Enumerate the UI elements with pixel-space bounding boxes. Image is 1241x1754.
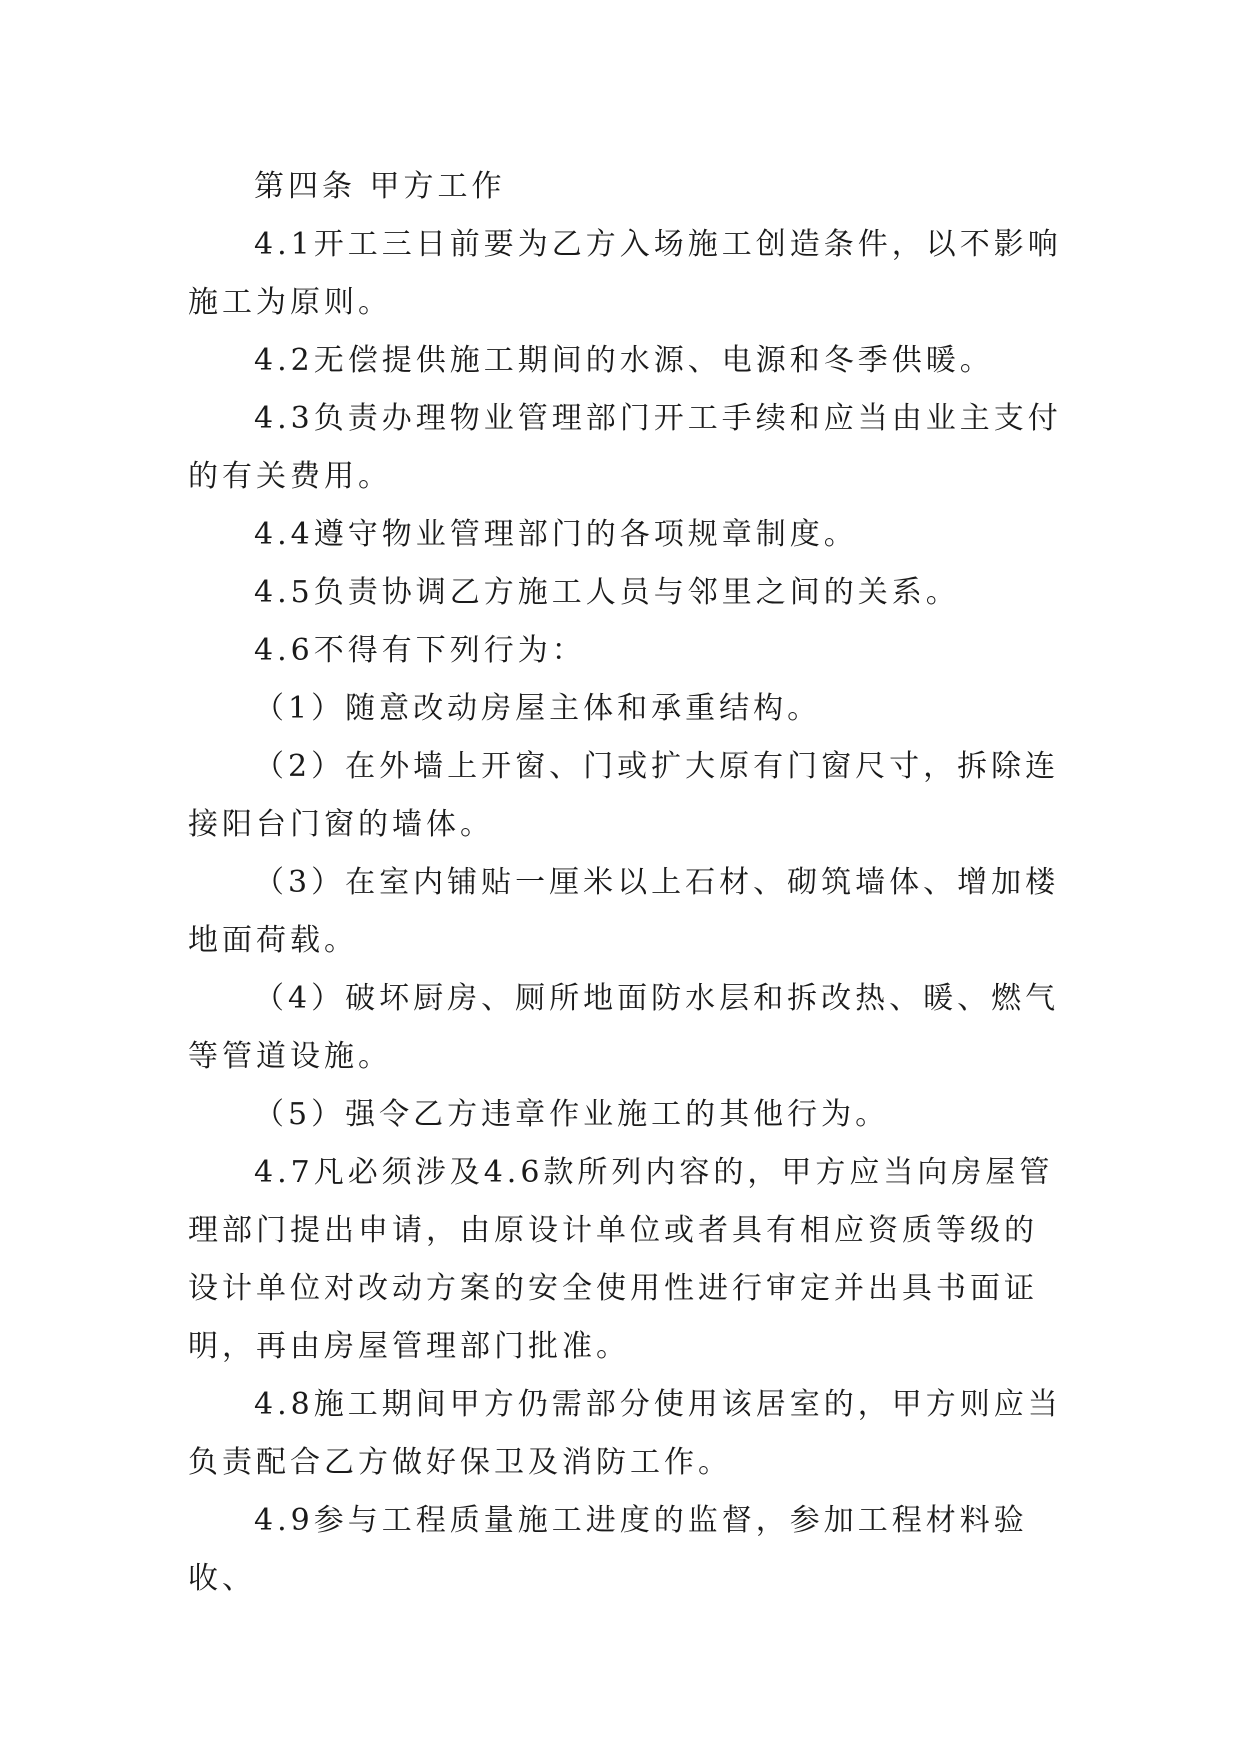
clause-4-6-item-4: （4）破坏厨房、厕所地面防水层和拆改热、暖、燃气等管道设施。	[188, 981, 1060, 1074]
clause-4-5: 4.5负责协调乙方施工人员与邻里之间的关系。	[254, 575, 960, 610]
clause-4-7: 4.7凡必须涉及4.6款所列内容的，甲方应当向房屋管理部门提出申请，由原设计单位或者具有相应资质等级的设计单位对改动方案的安全使用性进行审定并出具书面证明，再由房屋管理部门批准。	[188, 1155, 1054, 1364]
clause-4-6: 4.6不得有下列行为：	[254, 633, 586, 668]
clause-4-2: 4.2无偿提供施工期间的水源、电源和冬季供暖。	[254, 343, 994, 378]
clause-4-9: 4.9参与工程质量施工进度的监督，参加工程材料验收、	[188, 1503, 1028, 1596]
clause-4-1: 4.1开工三日前要为乙方入场施工创造条件，以不影响施工为原则。	[188, 227, 1062, 320]
clause-4-6-item-2: （2）在外墙上开窗、门或扩大原有门窗尺寸，拆除连接阳台门窗的墙体。	[188, 749, 1060, 842]
clause-4-8: 4.8施工期间甲方仍需部分使用该居室的，甲方则应当负责配合乙方做好保卫及消防工作。	[188, 1387, 1062, 1480]
section-title: 第四条 甲方工作	[254, 169, 506, 204]
clause-4-4: 4.4遵守物业管理部门的各项规章制度。	[254, 517, 858, 552]
clause-4-6-item-5: （5）强令乙方违章作业施工的其他行为。	[254, 1097, 890, 1132]
clause-4-6-item-3: （3）在室内铺贴一厘米以上石材、砌筑墙体、增加楼地面荷载。	[188, 865, 1060, 958]
clause-4-6-item-1: （1）随意改动房屋主体和承重结构。	[254, 691, 822, 726]
document-body	[188, 158, 1068, 1608]
clause-4-3: 4.3负责办理物业管理部门开工手续和应当由业主支付的有关费用。	[188, 401, 1062, 494]
